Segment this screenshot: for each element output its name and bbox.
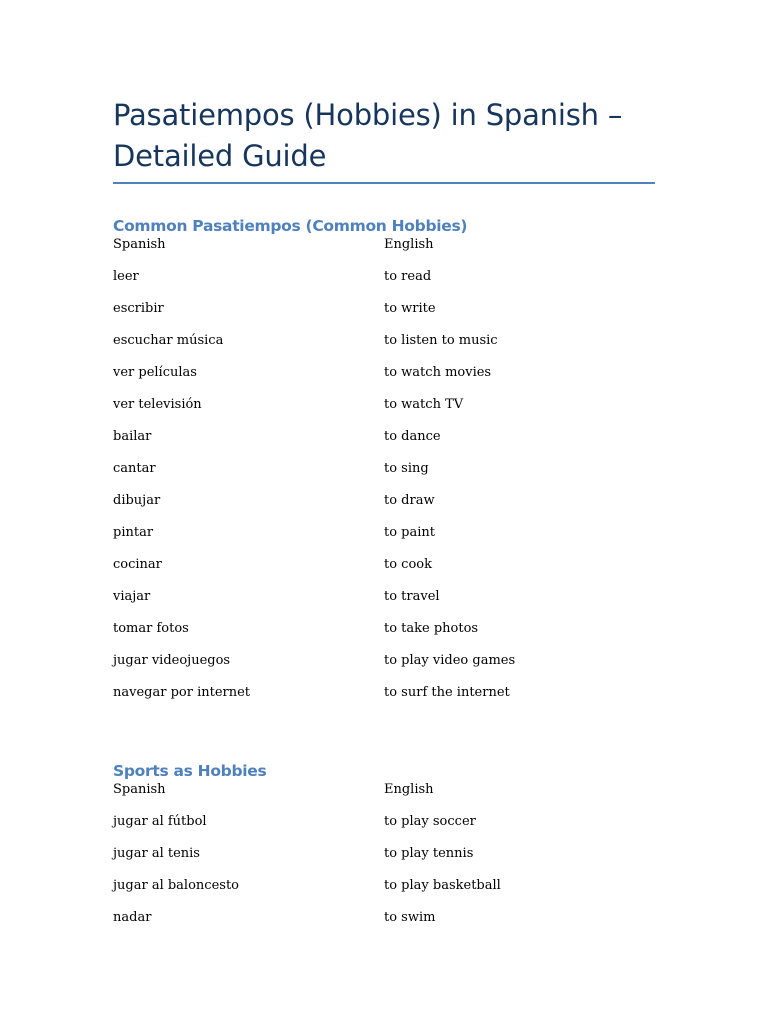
table-row	[113, 877, 655, 909]
english-translation: to paint	[384, 525, 436, 540]
vocabulary-table	[113, 236, 655, 716]
table-row	[113, 492, 655, 524]
table-row	[113, 652, 655, 684]
spanish-term: pintar	[113, 525, 154, 540]
column-header-spanish: Spanish	[113, 782, 166, 797]
english-translation: to take photos	[384, 621, 479, 636]
document-page	[113, 0, 655, 941]
table-row	[113, 684, 655, 716]
column-header-english: English	[384, 782, 434, 797]
table-row	[113, 556, 655, 588]
english-translation: to draw	[384, 493, 435, 508]
section-common-hobbies	[113, 216, 655, 716]
english-translation: to travel	[384, 589, 440, 604]
spanish-term: leer	[113, 269, 139, 284]
english-translation: to play tennis	[384, 846, 474, 861]
table-row	[113, 364, 655, 396]
english-translation: to play basketball	[384, 878, 501, 893]
english-translation: to dance	[384, 429, 441, 444]
section-heading: Common Pasatiempos (Common Hobbies)	[113, 217, 468, 235]
english-translation: to read	[384, 269, 432, 284]
table-row	[113, 460, 655, 492]
table-row	[113, 300, 655, 332]
table-row	[113, 620, 655, 652]
spanish-term: escuchar música	[113, 333, 224, 348]
english-translation: to sing	[384, 461, 429, 476]
spanish-term: tomar fotos	[113, 621, 189, 636]
spanish-term: bailar	[113, 429, 152, 444]
spanish-term: dibujar	[113, 493, 161, 508]
vocabulary-table	[113, 781, 655, 941]
table-row	[113, 396, 655, 428]
spanish-term: viajar	[113, 589, 151, 604]
table-header-row	[113, 781, 655, 813]
table-header-row	[113, 236, 655, 268]
english-translation: to play soccer	[384, 814, 476, 829]
spanish-term: navegar por internet	[113, 685, 251, 700]
section-heading: Sports as Hobbies	[113, 762, 267, 780]
spanish-term: jugar al tenis	[113, 846, 200, 861]
title-divider	[113, 182, 655, 184]
table-row	[113, 588, 655, 620]
spanish-term: cocinar	[113, 557, 162, 572]
table-row	[113, 428, 655, 460]
english-translation: to surf the internet	[384, 685, 510, 700]
table-row	[113, 268, 655, 300]
column-header-english: English	[384, 237, 434, 252]
spanish-term: ver películas	[113, 365, 197, 380]
english-translation: to watch movies	[384, 365, 492, 380]
spanish-term: ver televisión	[113, 397, 202, 412]
column-header-spanish: Spanish	[113, 237, 166, 252]
section-sports-hobbies	[113, 761, 655, 941]
spanish-term: jugar al baloncesto	[113, 878, 239, 893]
table-row	[113, 332, 655, 364]
table-row	[113, 524, 655, 556]
spanish-term: jugar al fútbol	[113, 814, 207, 829]
english-translation: to cook	[384, 557, 432, 572]
spanish-term: jugar videojuegos	[113, 653, 231, 668]
english-translation: to play video games	[384, 653, 516, 668]
spanish-term: escribir	[113, 301, 164, 316]
english-translation: to write	[384, 301, 436, 316]
english-translation: to watch TV	[384, 397, 464, 412]
table-row	[113, 909, 655, 941]
english-translation: to swim	[384, 910, 436, 925]
spanish-term: cantar	[113, 461, 156, 476]
document-title: Pasatiempos (Hobbies) in Spanish – Detailed Guide	[113, 98, 623, 173]
table-row	[113, 813, 655, 845]
table-row	[113, 845, 655, 877]
english-translation: to listen to music	[384, 333, 498, 348]
spanish-term: nadar	[113, 910, 152, 925]
